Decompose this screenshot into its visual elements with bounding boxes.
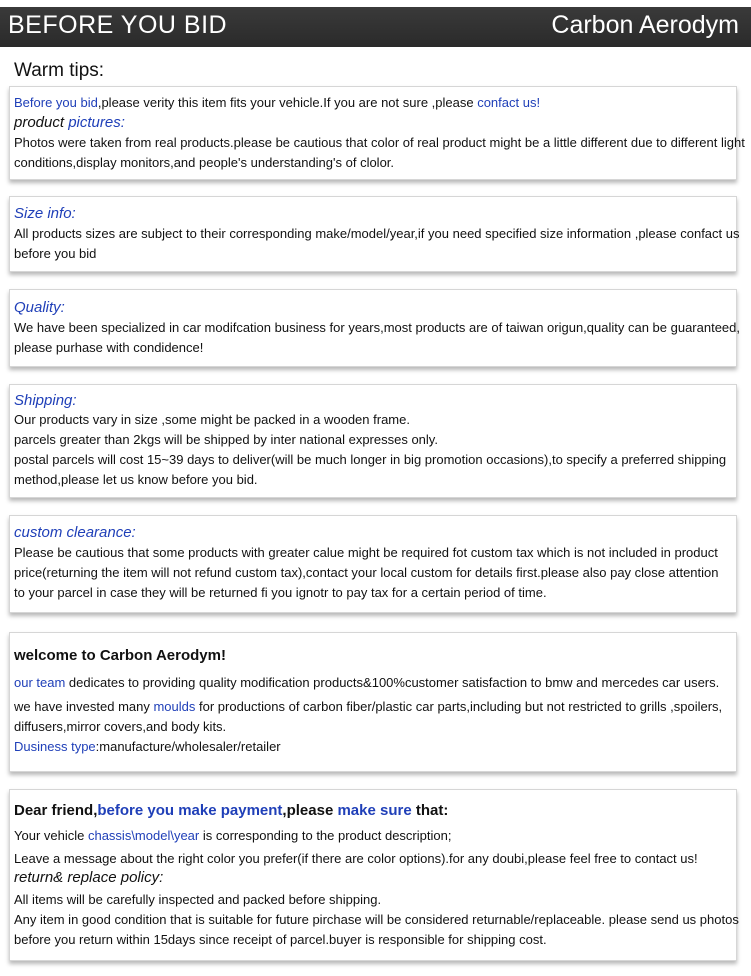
brand-name: Carbon Aerodym bbox=[551, 11, 739, 39]
welcome-heading: welcome to Carbon Aerodym! bbox=[14, 647, 226, 664]
header-title: BEFORE YOU BID bbox=[8, 11, 228, 39]
product-pictures-heading bbox=[14, 115, 125, 131]
team-text: dedicates to providing quality modification products&100%customer satisfaction to bmw and mercedes car users. bbox=[65, 675, 720, 690]
header-banner bbox=[0, 7, 751, 47]
card-custom-clearance bbox=[9, 515, 737, 613]
moulds-link[interactable]: moulds bbox=[153, 699, 196, 714]
heading-that: that: bbox=[411, 802, 449, 819]
shipping-text-2: parcels greater than 2kgs will be shipped by inter national expresses only. bbox=[14, 432, 438, 447]
custom-text-1: Please be cautious that some products with greater calue might be required fot custom tax which is not included in product bbox=[14, 545, 718, 560]
chassis-model-year: chassis\model\year bbox=[87, 828, 200, 843]
quality-text-1: We have been specialized in car modifcation business for years,most products are of taiwan origun,quality can be guaranteed, bbox=[14, 320, 741, 335]
bid-text: ,please verity this item fits your vehicle.If you are not sure ,please bbox=[97, 95, 478, 110]
warm-tips-title: Warm tips: bbox=[14, 60, 105, 81]
heading-please: ,please bbox=[282, 802, 338, 819]
heading-payment: before you make payment bbox=[97, 802, 283, 819]
shipping-heading: Shipping: bbox=[14, 392, 77, 409]
custom-text-2: price(returning the item will not refund custom tax),contact your local custom for details first.please also pay close attention bbox=[14, 565, 719, 580]
heading-dear: Dear friend, bbox=[14, 802, 98, 819]
business-type-value: :manufacture/wholesaler/retailer bbox=[95, 739, 281, 754]
shipping-text-3: postal parcels will cost 15~39 days to deliver(will be much longer in big promotion occasions),to specify a preferred shipping bbox=[14, 452, 727, 467]
size-info-heading: Size info: bbox=[14, 205, 76, 222]
bid-line bbox=[14, 95, 540, 111]
card-dear-friend bbox=[9, 789, 737, 961]
vehicle-line bbox=[14, 828, 451, 844]
return-text-3: before you return within 15days since receipt of parcel.buyer is responsible for shipping cost. bbox=[14, 932, 547, 947]
card-shipping bbox=[9, 384, 737, 498]
return-text-1: All items will be carefully inspected and packed before shipping. bbox=[14, 892, 382, 907]
quality-heading: Quality: bbox=[14, 299, 65, 316]
invest-line bbox=[14, 699, 722, 715]
before-bid-link[interactable]: Before you bid bbox=[14, 95, 98, 110]
contact-us-link[interactable]: confact us! bbox=[477, 95, 541, 110]
card-quality bbox=[9, 289, 741, 367]
vehicle-text-a: Your vehicle bbox=[14, 828, 88, 843]
card-welcome bbox=[9, 632, 737, 772]
custom-text-3: to your parcel in case they will be returned fi you ignotr to pay tax for a certain period of time. bbox=[14, 585, 547, 600]
quality-text-2: please purhase with condidence! bbox=[14, 340, 204, 355]
invest-line-2: diffusers,mirror covers,and body kits. bbox=[14, 719, 227, 734]
return-policy-heading: return& replace policy: bbox=[14, 869, 164, 886]
heading-make-sure: make sure bbox=[337, 802, 412, 819]
heading-part-blue: pictures: bbox=[68, 114, 125, 131]
our-team-link[interactable]: our team bbox=[14, 675, 66, 690]
card-size-info bbox=[9, 196, 740, 272]
invest-text-a: we have invested many bbox=[14, 699, 154, 714]
size-text-1: All products sizes are subject to their corresponding make/model/year,if you need specified size information ,please confact us bbox=[14, 226, 740, 241]
shipping-text-4: method,please let us know before you bid. bbox=[14, 472, 258, 487]
pictures-text-1: Photos were taken from real products.please be cautious that color of real product might be a little different due to different light bbox=[14, 135, 745, 150]
dear-friend-heading bbox=[14, 803, 448, 819]
invest-text-b: for productions of carbon fiber/plastic car parts,including but not restricted to grills ,spoilers, bbox=[195, 699, 723, 714]
heading-part: product bbox=[14, 114, 69, 131]
team-line bbox=[14, 675, 719, 691]
pictures-text-2: conditions,display monitors,and people's understanding's of clolor. bbox=[14, 155, 395, 170]
return-text-2: Any item in good condition that is suitable for future pirchase will be considered returnable/replaceable. please send us photos bbox=[14, 912, 739, 927]
vehicle-text-c: is corresponding to the product description; bbox=[199, 828, 452, 843]
business-type-line bbox=[14, 739, 281, 755]
leave-message-line: Leave a message about the right color you prefer(if there are color options).for any doubi,please feel free to contact us! bbox=[14, 851, 698, 866]
card-before-bid bbox=[9, 86, 745, 180]
shipping-text-1: Our products vary in size ,some might be packed in a wooden frame. bbox=[14, 412, 410, 427]
custom-clearance-heading: custom clearance: bbox=[14, 524, 136, 541]
business-type-label: Dusiness type bbox=[14, 739, 96, 754]
size-text-2: before you bid bbox=[14, 246, 97, 261]
